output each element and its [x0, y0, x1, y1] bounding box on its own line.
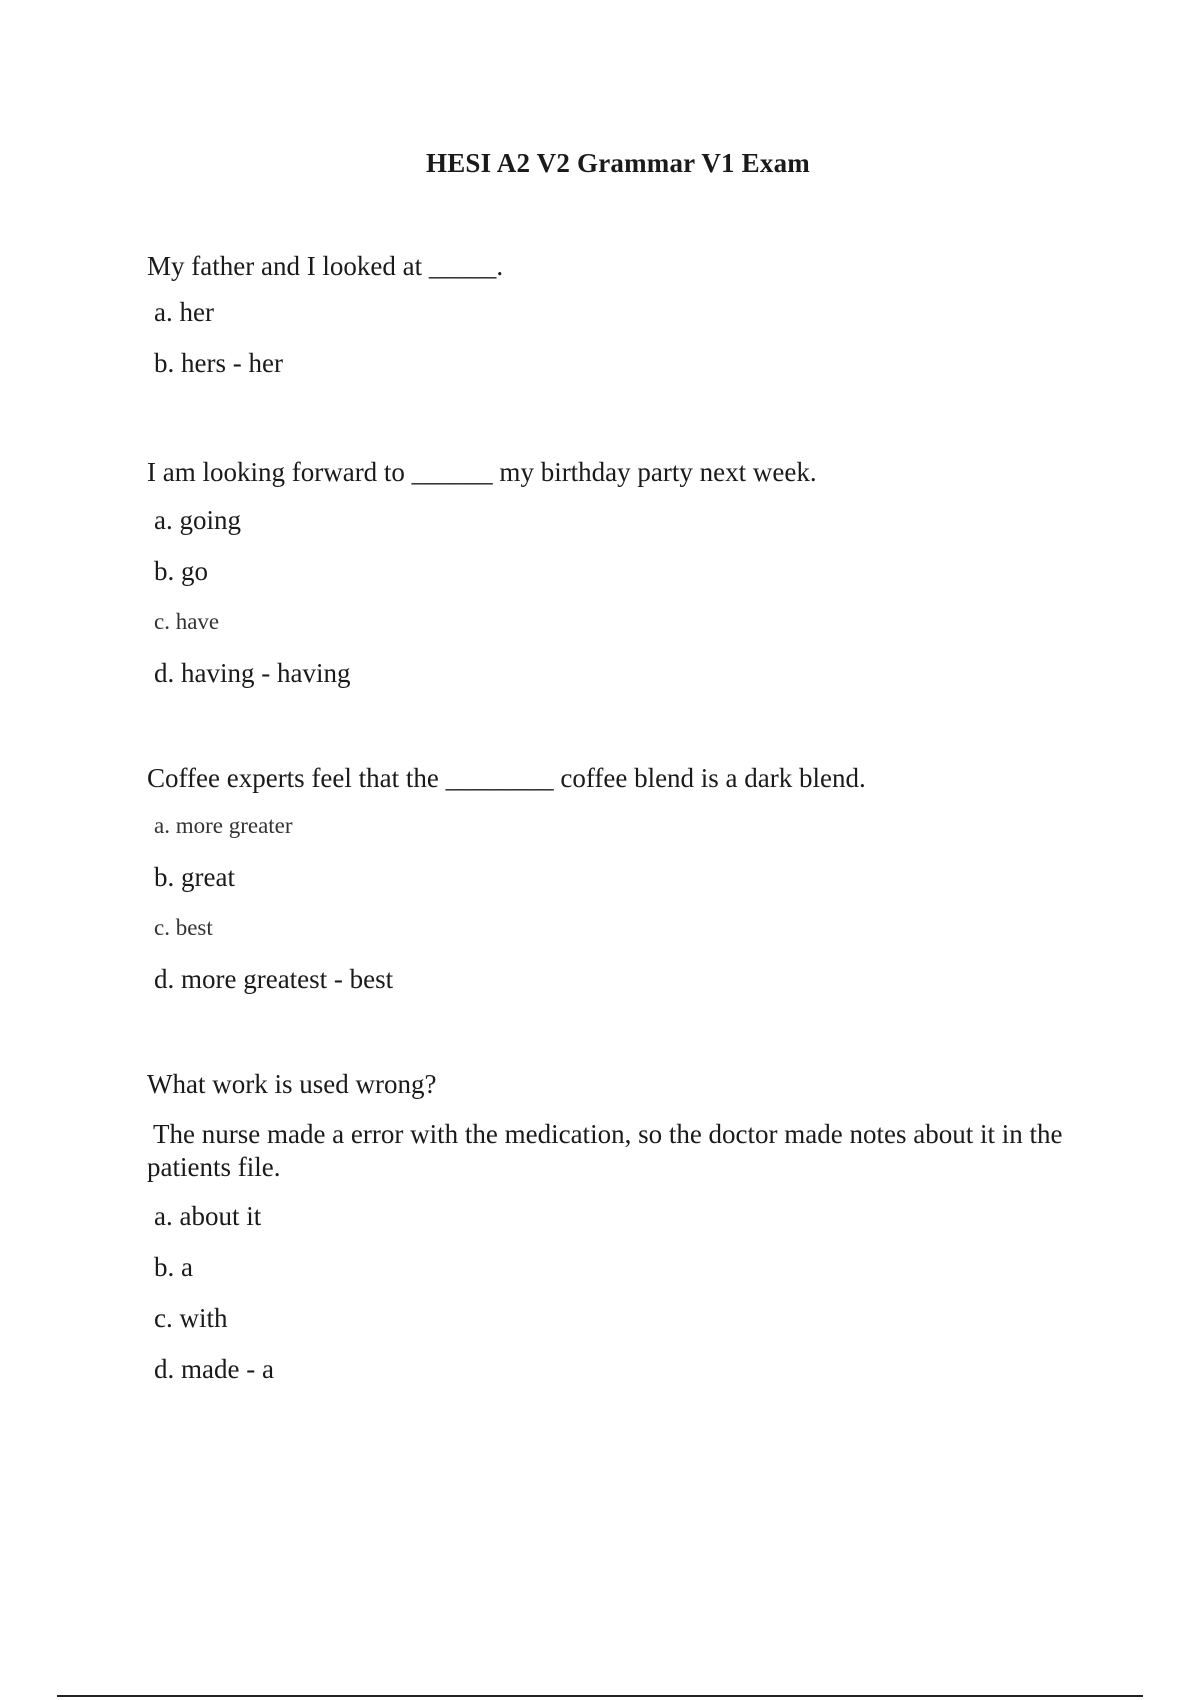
question-3: [147, 762, 1107, 1014]
question-4: [147, 1068, 1107, 1404]
page-title: HESI A2 V2 Grammar V1 Exam: [426, 148, 810, 178]
question-prompt: Coffee experts feel that the ________ coffee blend is a dark blend.: [147, 763, 866, 793]
answer-option: b. go: [154, 556, 208, 586]
answer-option: a. more greater: [154, 813, 293, 838]
answer-option: c. with: [154, 1303, 228, 1333]
question-prompt: What work is used wrong?: [147, 1069, 437, 1099]
question-prompt: I am looking forward to ______ my birthday party next week.: [147, 457, 817, 487]
answer-option: d. having - having: [154, 658, 351, 688]
question-prompt: My father and I looked at _____.: [147, 251, 504, 281]
answer-option: a. about it: [154, 1201, 262, 1231]
answer-option: c. have: [154, 609, 220, 634]
answer-option: b. hers - her: [154, 348, 283, 378]
answer-option: c. best: [154, 915, 213, 940]
answer-option: d. more greatest - best: [154, 964, 394, 994]
answer-options: [147, 296, 1107, 398]
question-passage: The nurse made a error with the medication, so the doctor made notes about it in the patients file.: [147, 1119, 1063, 1182]
answer-options: [147, 810, 1107, 1014]
answer-options: [147, 1200, 1107, 1404]
answer-option: b. a: [154, 1252, 193, 1282]
question-1: [147, 250, 1107, 398]
answer-options: [147, 504, 1107, 708]
answer-option: a. her: [154, 297, 214, 327]
footer-divider: [57, 1695, 1143, 1697]
answer-option: b. great: [154, 862, 235, 892]
question-2: [147, 456, 1107, 708]
answer-option: a. going: [154, 505, 241, 535]
answer-option: d. made - a: [154, 1354, 274, 1384]
